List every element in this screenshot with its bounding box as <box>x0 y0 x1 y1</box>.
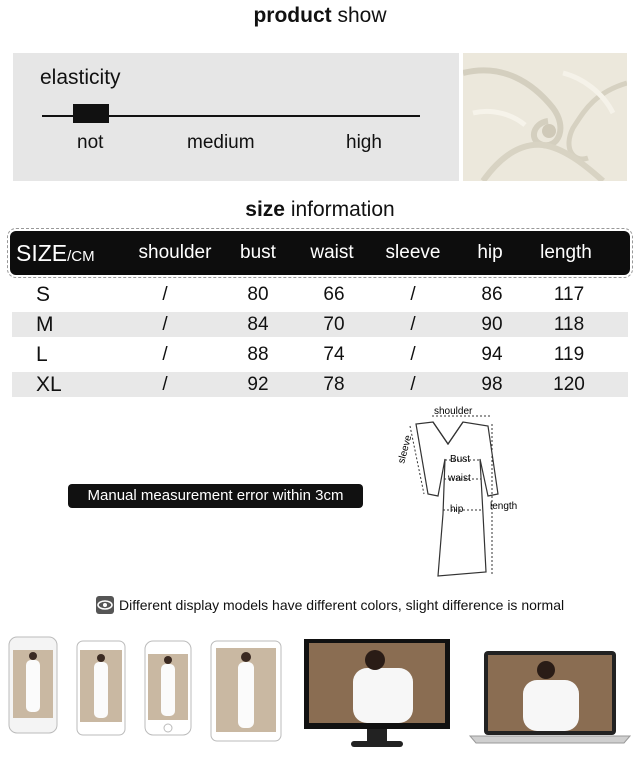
diagram-label-hip: hip <box>450 504 464 515</box>
cell-size: XL <box>36 373 62 396</box>
tablet-device <box>210 640 282 742</box>
dress-measurement-diagram <box>388 404 538 584</box>
elasticity-option-not: not <box>77 132 104 153</box>
cell-hip: 98 <box>481 374 503 395</box>
elasticity-selected-marker <box>73 104 109 123</box>
product-show-title: product show <box>253 4 387 27</box>
diagram-label-waist: waist <box>448 473 471 484</box>
size-column-header: SIZE/CM <box>16 240 95 266</box>
cell-length: 119 <box>553 344 585 365</box>
cell-size: S <box>36 283 51 306</box>
cell-waist: 74 <box>323 344 345 365</box>
cell-sleeve: / <box>410 344 416 365</box>
size-information-title: size information <box>245 198 395 221</box>
cell-size: M <box>36 313 54 336</box>
phone-device-2 <box>76 640 126 736</box>
cell-length: 117 <box>553 284 585 305</box>
cell-waist: 78 <box>323 374 345 395</box>
cell-shoulder: / <box>162 314 168 335</box>
header-waist: waist <box>310 242 354 263</box>
cell-hip: 94 <box>481 344 503 365</box>
cell-waist: 66 <box>323 284 345 305</box>
size-table-header <box>10 231 630 275</box>
cell-length: 120 <box>553 374 585 395</box>
elasticity-label: elasticity <box>40 66 121 89</box>
laptop-device <box>468 650 632 744</box>
elasticity-option-medium: medium <box>187 132 255 153</box>
cell-bust: 80 <box>247 284 269 305</box>
diagram-label-sleeve: sleeve <box>396 434 415 465</box>
cell-shoulder: / <box>162 374 168 395</box>
phone-device-1 <box>8 636 58 736</box>
cell-length: 118 <box>553 314 585 335</box>
diagram-label-length: length <box>490 501 518 512</box>
diagram-label-shoulder: shoulder <box>434 406 473 417</box>
measurement-error-note: Manual measurement error within 3cm <box>68 484 363 508</box>
cell-size: L <box>36 343 48 366</box>
cell-sleeve: / <box>410 314 416 335</box>
table-row <box>12 342 628 367</box>
header-sleeve: sleeve <box>385 242 441 263</box>
table-row <box>12 282 628 307</box>
header-length: length <box>540 242 592 263</box>
cell-bust: 88 <box>247 344 269 365</box>
cell-sleeve: / <box>410 284 416 305</box>
cell-waist: 70 <box>323 314 345 335</box>
diagram-label-bust: Bust <box>450 454 471 465</box>
cell-hip: 86 <box>481 284 503 305</box>
header-bust: bust <box>240 242 276 263</box>
monitor-device <box>303 638 451 752</box>
elasticity-option-high: high <box>346 132 382 153</box>
table-row <box>12 372 628 397</box>
fabric-image <box>463 53 627 181</box>
cell-shoulder: / <box>162 284 168 305</box>
phone-device-3 <box>144 640 192 736</box>
eye-icon <box>96 596 114 614</box>
header-hip: hip <box>477 242 503 263</box>
table-row <box>12 312 628 337</box>
cell-hip: 90 <box>481 314 503 335</box>
header-shoulder: shoulder <box>138 242 212 263</box>
cell-bust: 84 <box>247 314 269 335</box>
cell-shoulder: / <box>162 344 168 365</box>
cell-bust: 92 <box>247 374 269 395</box>
display-colors-note: Different display models have different colors, slight difference is normal <box>119 597 565 613</box>
cell-sleeve: / <box>410 374 416 395</box>
